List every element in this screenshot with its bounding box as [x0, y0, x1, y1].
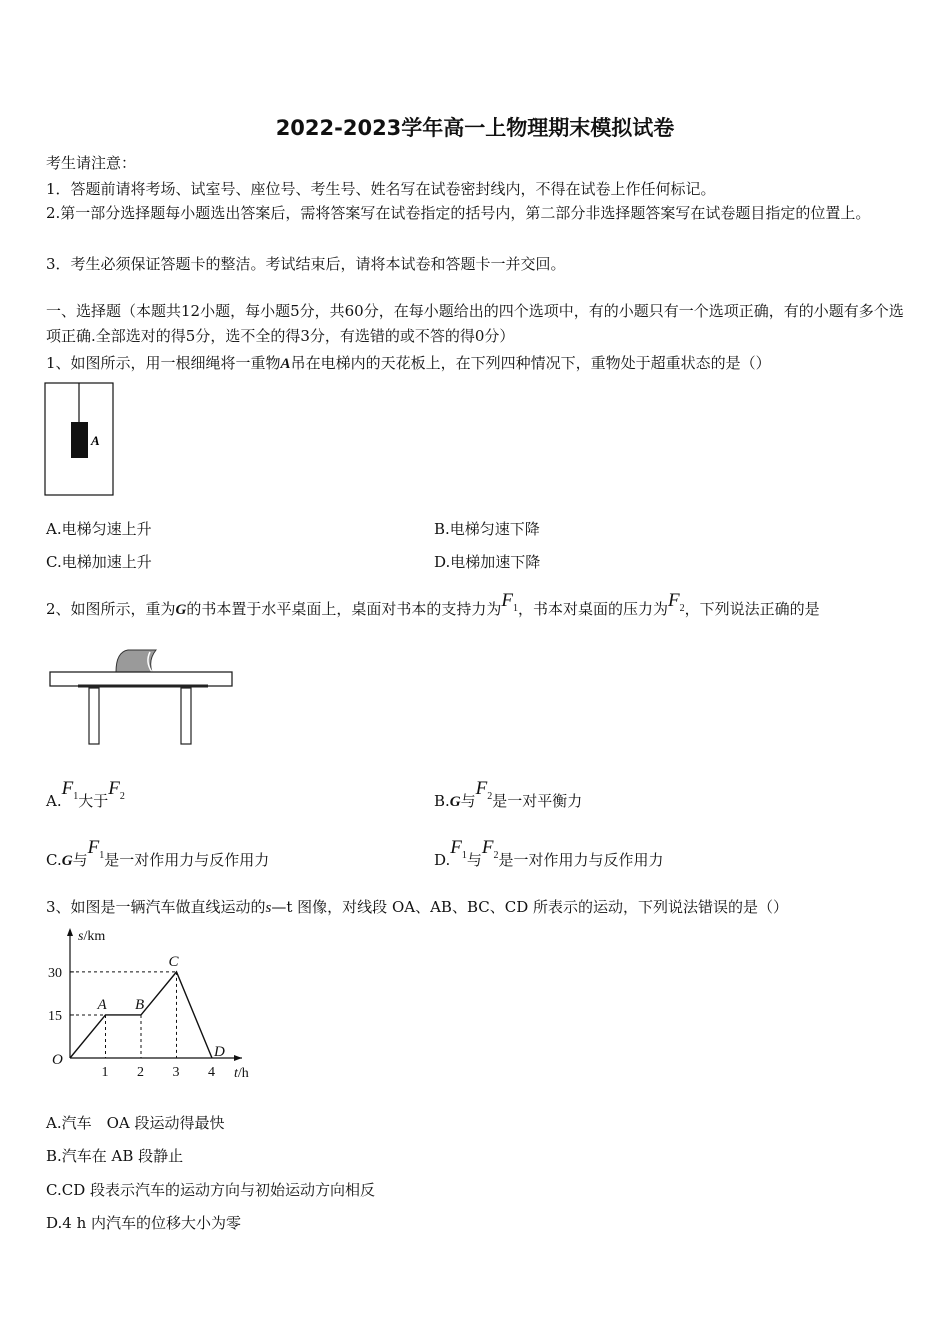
q3-stem: 3、如图是一辆汽车做直线运动的s—t 图像，对线段 OA、AB、BC、CD 所表示的运动，下列说法错误的是（）	[46, 898, 788, 916]
point-label-D: D	[214, 1044, 225, 1060]
q3-option-d[interactable]: D.4 h 内汽车的位移大小为零	[46, 1214, 242, 1232]
q3-option-a[interactable]: A.汽车 OA 段运动得最快	[46, 1114, 225, 1132]
x-axis-arrow	[234, 1055, 242, 1061]
x-tick-label-3: 3	[172, 1065, 180, 1080]
point-label-B: B	[135, 996, 145, 1013]
y-tick-label-30: 30	[48, 965, 62, 981]
q2-option-b[interactable]: B.G与$F_2$是一对平衡力	[434, 778, 583, 810]
notice-item-1: 1．答题前请将考场、试室号、座位号、考生号、姓名写在试卷密封线内，不得在试卷上作任何标记。	[46, 180, 716, 198]
y-axis-arrow	[67, 928, 73, 936]
q2-option-c[interactable]: C.G与$F_1$是一对作用力与反作用力	[46, 837, 270, 869]
q1-stem: 1、如图所示，用一根细绳将一重物A吊在电梯内的天花板上，在下列四种情况下，重物处于超重状态的是（）	[46, 354, 771, 372]
q2-book-table-figure	[48, 644, 238, 750]
y-tick-label-15: 15	[48, 1008, 62, 1024]
notice-item-3: 3．考生必须保证答题卡的整洁。考试结束后，请将本试卷和答题卡一并交回。	[46, 255, 566, 273]
x-tick-label-4: 4	[208, 1065, 215, 1080]
point-label-C: C	[168, 953, 179, 970]
q2-option-a[interactable]: $A.F_1$大于$F_2$	[46, 778, 125, 810]
q1-option-c[interactable]: C.电梯加速上升	[46, 553, 152, 571]
q2-stem: 2、如图所示，重为G的书本置于水平桌面上，桌面对书本的支持力为$F_1$，书本对桌面的压力为$F_2$，下列说法正确的是	[46, 590, 820, 618]
q2-option-d[interactable]: $D.F_1$与$F_2$是一对作用力与反作用力	[434, 837, 664, 869]
q3-option-b[interactable]: B.汽车在 AB 段静止	[46, 1147, 184, 1165]
point-label-O: O	[52, 1052, 63, 1068]
q1-option-b[interactable]: B.电梯匀速下降	[434, 520, 540, 538]
q3-option-c[interactable]: C.CD 段表示汽车的运动方向与初始运动方向相反	[46, 1181, 375, 1199]
q1-weight-label: A	[91, 433, 100, 448]
notice-heading: 考生请注意：	[46, 154, 137, 172]
q1-option-d[interactable]: D.电梯加速下降	[434, 553, 541, 571]
notice-item-2: 2.第一部分选择题每小题选出答案后，需将答案写在试卷指定的括号内，第二部分非选择题答案写在试卷题目指定的位置上。	[46, 204, 871, 222]
x-tick-label-2: 2	[137, 1065, 144, 1080]
q3-st-chart	[40, 922, 272, 1082]
page-title: 2022-2023学年高一上物理期末模拟试卷	[275, 116, 675, 140]
x-tick-label-1: 1	[101, 1065, 109, 1080]
x-axis-label: t/h	[234, 1066, 249, 1081]
q1-option-a[interactable]: A.电梯匀速上升	[46, 520, 152, 538]
section-heading: 一、选择题（本题共12小题，每小题5分，共60分，在每小题给出的四个选项中，有的小题只有一个选项正确，有的小题有多个选项正确.全部选对的得5分，选不全的得3分，有选错的或不答的得0分）	[46, 302, 904, 345]
y-axis-label: s/km	[78, 929, 106, 944]
point-label-A: A	[97, 996, 107, 1013]
q1-elevator-figure	[44, 382, 116, 498]
